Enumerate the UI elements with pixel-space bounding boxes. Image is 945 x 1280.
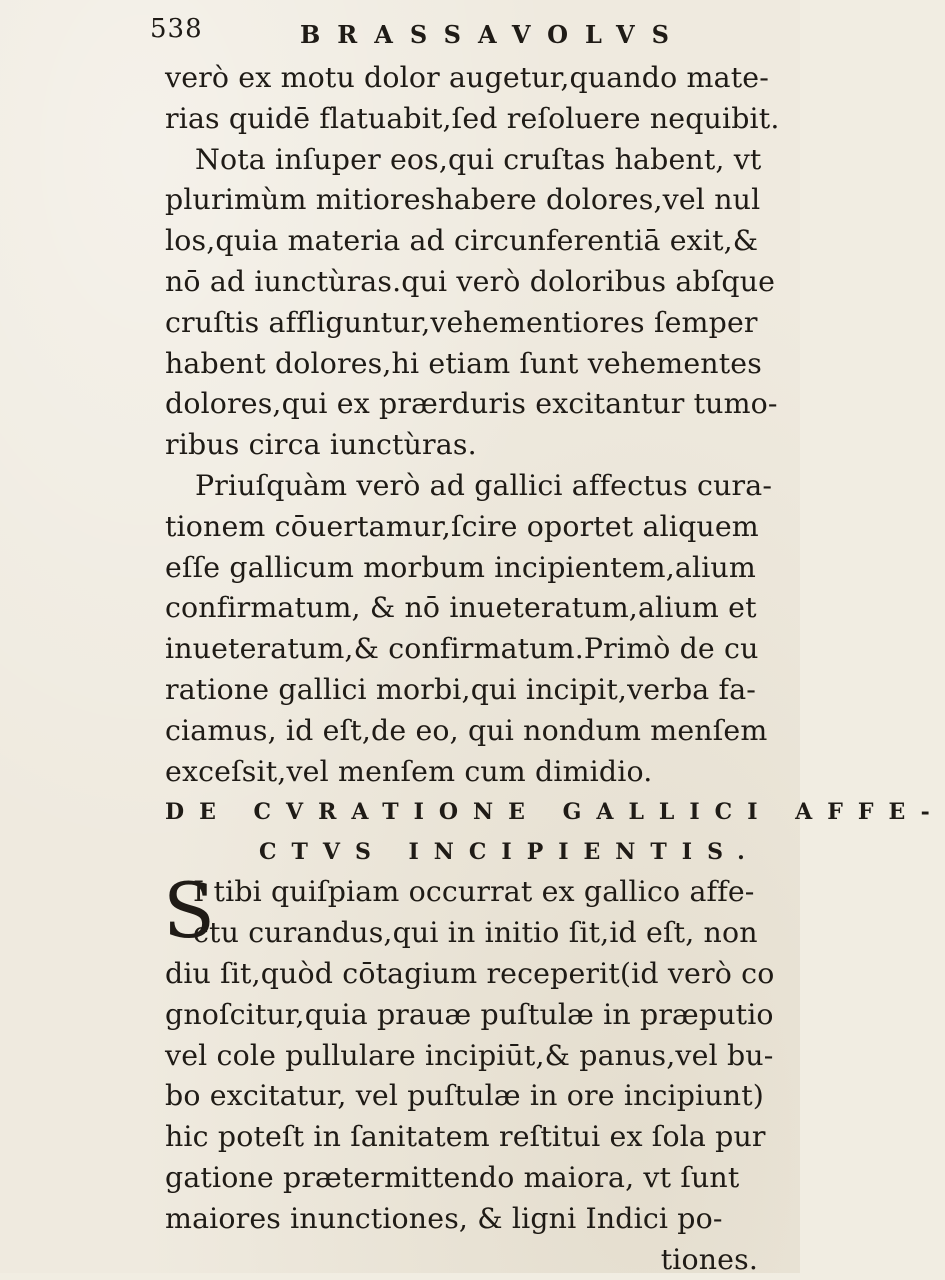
text-line: bo excitatur, vel puſtulæ in ore incipiunt) (165, 1079, 764, 1113)
text-line: ciamus, id eſt,de eo, qui nondum menſem (165, 713, 768, 747)
text-line: vel cole pullulare incipiūt,& panus,vel bu- (165, 1038, 774, 1072)
text-line: ribus circa iunctùras. (165, 428, 477, 462)
catchword: tiones. (660, 1242, 758, 1276)
text-line: gnoſcitur,quia prauæ puſtulæ in præputio (165, 997, 774, 1031)
text-line: cruſtis affliguntur,vehementiores ſemper (165, 305, 758, 339)
text-line: inueteratum,& confirmatum.Primò de cu (165, 632, 759, 666)
text-line: hic poteſt in ſanitatem reſtitui ex ſola pur (165, 1120, 766, 1154)
drop-cap: S (163, 866, 216, 956)
text-line: ratione gallici morbi,qui incipit,verba fa- (165, 672, 757, 706)
text-line: nō ad iunctùras.qui verò doloribus abſque (165, 264, 776, 298)
page-number: 538 (150, 14, 203, 44)
section-heading-line-2: CTVS INCIPIENTIS. (259, 839, 760, 866)
text-line: ctu curandus,qui in initio ſit,id eſt, non (193, 916, 758, 950)
text-line: confirmatum, & nō inueteratum,alium et (165, 591, 757, 625)
text-line: maiores inunctiones, & ligni Indici po- (165, 1201, 723, 1235)
text-line: los,quia materia ad circunferentiā exit,& (165, 224, 759, 258)
text-line: Nota inſuper eos,qui cruſtas habent, vt (195, 142, 762, 176)
text-line: diu ſit,quòd cōtagium receperit(id verò co (165, 956, 775, 990)
page-header (150, 14, 790, 54)
text-line: Priuſquàm verò ad gallici affectus cura- (195, 468, 773, 502)
section-heading-line-1: DE CVRATIONE GALLICI AFFE- (165, 799, 945, 826)
text-line: tionem cōuertamur,ſcire oportet aliquem (165, 509, 759, 543)
text-line: eſſe gallicum morbum incipientem,alium (165, 550, 756, 584)
text-line: habent dolores,hi etiam ſunt vehementes (165, 346, 762, 380)
text-line: gatione prætermittendo maiora, vt ſunt (165, 1160, 740, 1194)
text-line: exceſsit,vel menſem cum dimidio. (165, 754, 653, 788)
text-line: rias quidē flatuabit,ſed reſoluere nequibit. (165, 101, 780, 135)
main-text-block (163, 58, 945, 1280)
text-line: dolores,qui ex prærduris excitantur tumo- (165, 387, 778, 421)
text-line-content: I tibi quiſpiam occurrat ex gallico affe- (193, 875, 755, 909)
text-line: plurimùm mitioreshabere dolores,vel nul (165, 183, 761, 217)
text-line: verò ex motu dolor augetur,quando mate- (165, 61, 769, 94)
running-head: BRASSAVOLVS (300, 20, 686, 49)
